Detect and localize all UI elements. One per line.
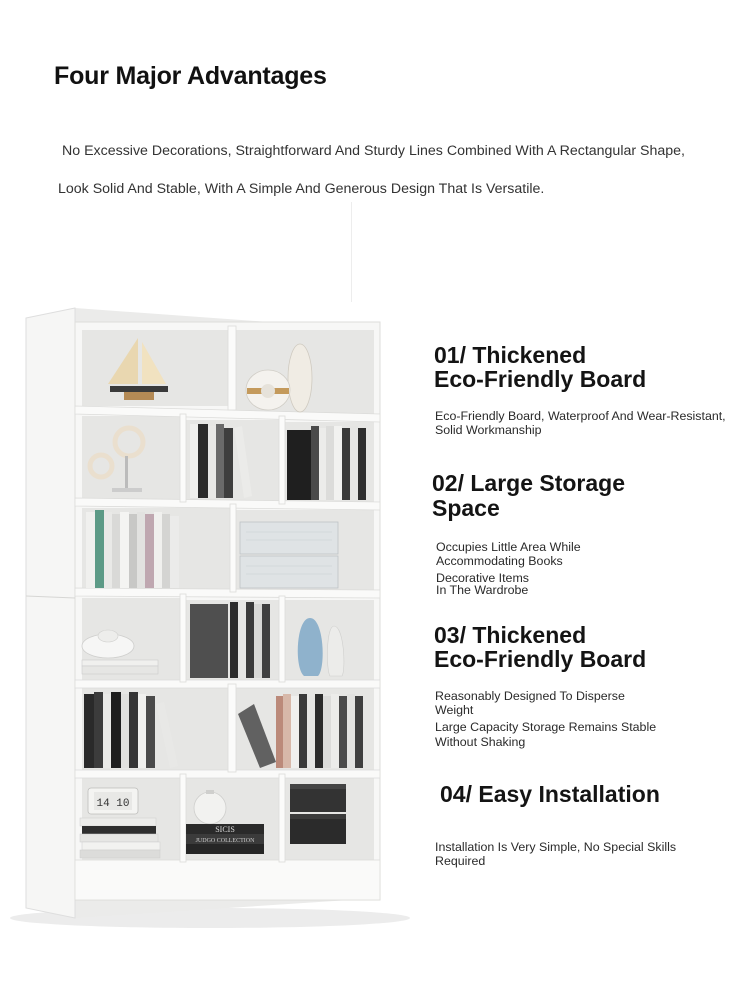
advantage-2-text-b bbox=[436, 573, 529, 596]
advantage-4-text bbox=[435, 841, 676, 868]
advantage-1-text-line: Eco-Friendly Board, Waterproof And Wear-Resistant, bbox=[435, 409, 726, 423]
advantage-3-text-line: Without Shaking bbox=[435, 735, 526, 749]
advantage-2-text-line: In The Wardrobe bbox=[436, 582, 529, 597]
bookshelf-product-image bbox=[0, 300, 420, 940]
advantage-3-text-line: Reasonably Designed To Disperse bbox=[435, 689, 625, 703]
page-title: Four Major Advantages bbox=[54, 62, 327, 90]
advantage-1-text-line: Solid Workmanship bbox=[435, 422, 542, 437]
advantage-3-heading bbox=[434, 623, 646, 671]
advantage-2-heading bbox=[432, 471, 625, 521]
advantage-1-heading-line-2: Eco-Friendly Board bbox=[434, 366, 647, 392]
advantage-3-text bbox=[435, 690, 625, 717]
book-label-2: JUDGO COLLECTION bbox=[195, 838, 255, 844]
advantage-2-text-line: Occupies Little Area While bbox=[436, 540, 581, 554]
advantage-4-heading-line-1: 04/ Easy Installation bbox=[440, 781, 660, 807]
book-label-1: SICIS bbox=[215, 825, 235, 834]
intro-line-1: No Excessive Decorations, Straightforward And Sturdy Lines Combined With A Rectangular Shape, bbox=[62, 143, 685, 159]
advantage-2-heading-line-2: Space bbox=[432, 495, 500, 521]
advantage-2-heading-line-1: 02/ Large Storage bbox=[432, 470, 626, 496]
advantage-4-text-line: Installation Is Very Simple, No Special Skills bbox=[435, 840, 677, 854]
advantage-2-text-line: Accommodating Books bbox=[436, 553, 563, 568]
divider-line bbox=[351, 202, 352, 302]
advantage-2-text bbox=[436, 541, 581, 568]
advantage-2-text-line: Decorative Items bbox=[436, 571, 529, 585]
advantage-4-text-line: Required bbox=[435, 853, 486, 868]
advantage-3-text-b bbox=[435, 720, 656, 750]
advantage-3-heading-line-1: 03/ Thickened bbox=[434, 622, 587, 648]
clock-text: 14 10 bbox=[96, 798, 130, 810]
advantage-3-text-line: Large Capacity Storage Remains Stable bbox=[435, 720, 657, 734]
advantage-1-text bbox=[435, 410, 726, 437]
advantage-1-heading-line-1: 01/ Thickened bbox=[434, 342, 587, 368]
intro-line-2: Look Solid And Stable, With A Simple And Generous Design That Is Versatile. bbox=[58, 181, 545, 197]
advantage-3-heading-line-2: Eco-Friendly Board bbox=[434, 646, 647, 672]
advantage-4-heading bbox=[440, 782, 660, 806]
advantage-1-heading bbox=[434, 343, 646, 391]
advantage-3-text-line: Weight bbox=[435, 702, 474, 717]
